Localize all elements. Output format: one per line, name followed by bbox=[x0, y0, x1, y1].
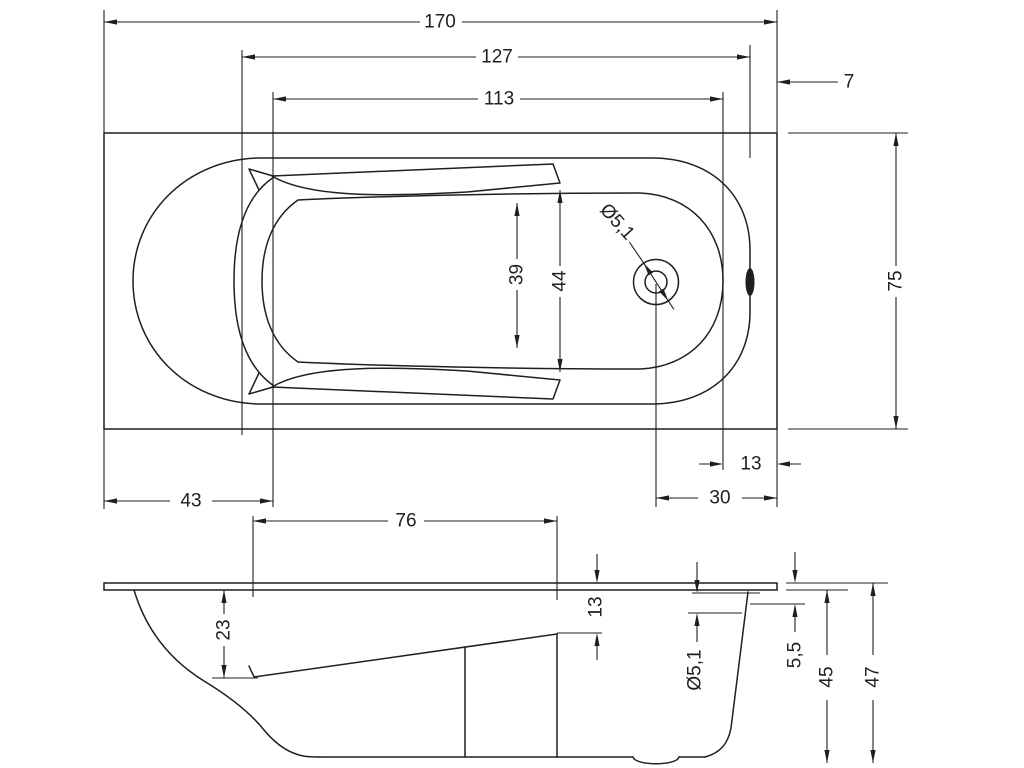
tub-mid-contour bbox=[234, 177, 274, 386]
dim-outer-rim-length-label: 127 bbox=[481, 46, 513, 68]
dim-rim-lip-height-label: 5,5 bbox=[784, 641, 806, 669]
dim-head-end-to-seat-label: 43 bbox=[180, 490, 202, 512]
dim-rim-edge-offset-label: 7 bbox=[843, 71, 855, 93]
dim-drain-edge-offset bbox=[699, 454, 801, 475]
backrest-wing-bottom bbox=[272, 368, 560, 399]
dim-seat-depth bbox=[214, 590, 235, 678]
dim-foot-end-depth-label: 13 bbox=[585, 596, 607, 618]
backrest-wing-top bbox=[272, 164, 560, 195]
dim-inner-depth bbox=[817, 590, 838, 763]
left-wall bbox=[134, 590, 320, 757]
dim-drain-diameter-side bbox=[685, 562, 706, 691]
dim-overall-length bbox=[104, 12, 777, 33]
dim-bottom-seat-length bbox=[253, 511, 557, 532]
dim-overall-height-label: 47 bbox=[862, 666, 884, 688]
dim-drain-diameter-side-label: Ø5,1 bbox=[684, 649, 706, 691]
overflow-mark bbox=[746, 268, 755, 296]
drain-bump bbox=[633, 757, 679, 764]
dim-drain-to-end-label: 30 bbox=[709, 487, 731, 509]
dim-drain-edge-offset-label: 13 bbox=[740, 453, 762, 475]
deck-rect bbox=[104, 133, 777, 429]
tub-inner-basin bbox=[262, 193, 723, 369]
dim-rim-lip-height bbox=[785, 552, 806, 668]
dim-overall-length-label: 170 bbox=[424, 11, 456, 33]
seat-floor bbox=[249, 634, 557, 677]
dim-seat-depth-label: 23 bbox=[213, 619, 235, 641]
dim-drain-diameter-top bbox=[595, 200, 674, 310]
top-view bbox=[104, 10, 908, 512]
dim-overall-width bbox=[886, 133, 907, 429]
dim-overall-height bbox=[863, 583, 884, 763]
dim-inner-width-wide bbox=[550, 190, 571, 372]
dim-outer-rim-length bbox=[242, 47, 750, 68]
top-view-extension-lines bbox=[104, 10, 908, 507]
side-view bbox=[104, 511, 888, 764]
dim-rim-edge-offset bbox=[777, 72, 854, 93]
dim-drain-diameter-top-label: Ø5,1 bbox=[595, 199, 639, 245]
dim-bottom-seat-length-label: 76 bbox=[395, 510, 417, 532]
dim-head-end-to-seat bbox=[104, 429, 273, 512]
dim-overall-width-label: 75 bbox=[885, 270, 907, 292]
dim-inner-width-narrow bbox=[507, 203, 528, 348]
dim-drain-to-end bbox=[656, 488, 777, 509]
top-view-tub-outline bbox=[104, 133, 777, 429]
dim-inner-width-narrow-label: 39 bbox=[506, 263, 528, 286]
deck-end-caps bbox=[104, 583, 777, 590]
dim-inner-depth-label: 45 bbox=[816, 666, 838, 688]
dim-inner-width-wide-label: 44 bbox=[549, 270, 571, 292]
dim-inner-length bbox=[273, 89, 723, 110]
dim-inner-length-label: 113 bbox=[483, 88, 515, 110]
right-wall bbox=[705, 592, 748, 757]
dim-foot-end-depth bbox=[586, 554, 607, 660]
